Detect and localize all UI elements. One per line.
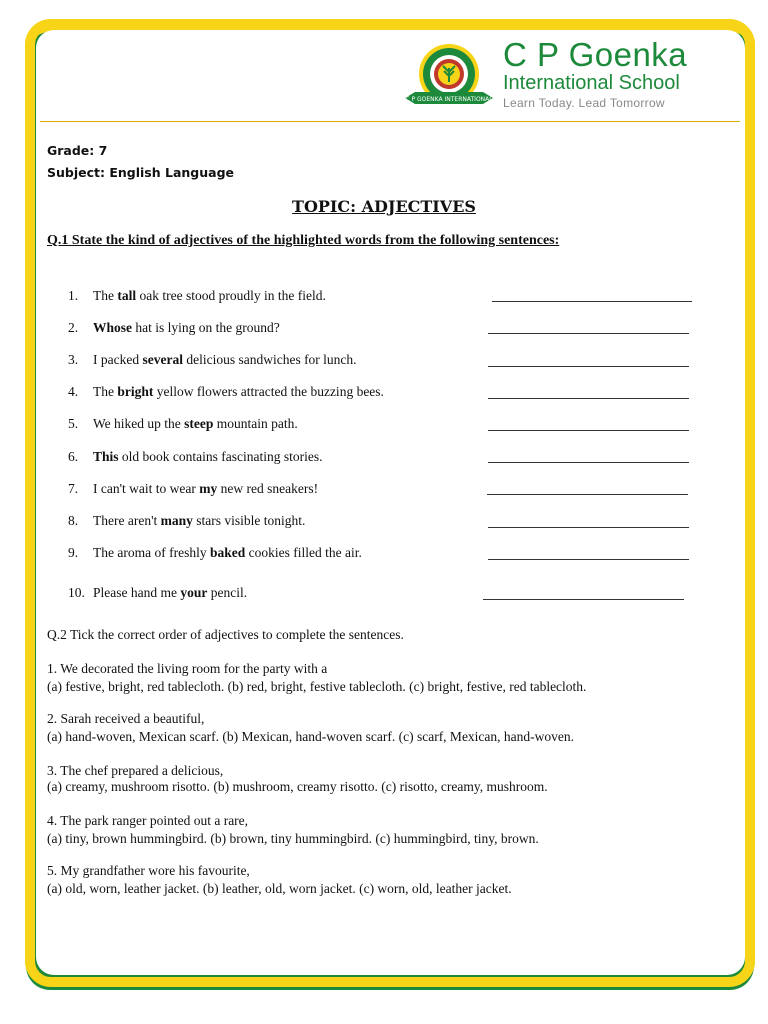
q1-item-9: 9. The aroma of freshly baked cookies filled the air.	[68, 545, 362, 560]
subject-label: Subject: English Language	[47, 165, 234, 180]
q2-item-5-prompt: 5. My grandfather wore his favourite,	[47, 863, 250, 878]
q1-item-8: 8. There aren't many stars visible tonight.	[68, 513, 306, 528]
header-divider	[40, 121, 740, 122]
q2-item-4-options[interactable]: (a) tiny, brown hummingbird. (b) brown, tiny hummingbird. (c) hummingbird, tiny, brown.	[47, 831, 539, 846]
q2-item-3-options[interactable]: (a) creamy, mushroom risotto. (b) mushroom, creamy risotto. (c) risotto, creamy, mushroom.	[47, 779, 548, 794]
q1-item-1: 1. The tall oak tree stood proudly in the field.	[68, 288, 326, 303]
q1-item-5: 5. We hiked up the steep mountain path.	[68, 416, 298, 431]
q1-answer-blank-10[interactable]	[483, 599, 684, 600]
q2-item-1-prompt: 1. We decorated the living room for the party with a	[47, 661, 328, 676]
topic-heading: TOPIC: ADJECTIVES	[292, 197, 476, 216]
q1-item-4: 4. The bright yellow flowers attracted the buzzing bees.	[68, 384, 384, 399]
grade-label: Grade: 7	[47, 143, 108, 158]
question-1-title: Q.1 State the kind of adjectives of the highlighted words from the following sentences:	[47, 233, 560, 248]
q1-item-7: 7. I can't wait to wear my new red sneakers!	[68, 481, 319, 496]
q1-answer-blank-3[interactable]	[488, 366, 689, 367]
q1-answer-blank-1[interactable]	[492, 301, 692, 302]
q2-item-1-options[interactable]: (a) festive, bright, red tablecloth. (b) red, bright, festive tablecloth. (c) bright, festive, red tablecloth.	[47, 679, 587, 694]
school-emblem-icon	[403, 42, 495, 112]
school-tagline: Learn Today. Lead Tomorrow	[503, 96, 665, 110]
q1-item-2: 2. Whose hat is lying on the ground?	[68, 320, 280, 335]
emblem-banner-text: C P GOENKA INTERNATIONAL	[405, 96, 493, 103]
q2-item-2-prompt: 2. Sarah received a beautiful,	[47, 711, 205, 726]
q1-item-3: 3. I packed several delicious sandwiches for lunch.	[68, 352, 357, 367]
q2-item-3-prompt: 3. The chef prepared a delicious,	[47, 763, 224, 778]
q2-item-5-options[interactable]: (a) old, worn, leather jacket. (b) leather, old, worn jacket. (c) worn, old, leather jacket.	[47, 881, 512, 896]
q1-answer-blank-9[interactable]	[488, 559, 689, 560]
q1-answer-blank-5[interactable]	[488, 430, 689, 431]
q1-item-6: 6. This old book contains fascinating stories.	[68, 449, 323, 464]
q1-answer-blank-2[interactable]	[488, 333, 689, 334]
school-subtitle: International School	[503, 72, 680, 94]
q1-answer-blank-6[interactable]	[488, 462, 689, 463]
q1-answer-blank-7[interactable]	[487, 494, 688, 495]
q1-answer-blank-8[interactable]	[488, 527, 689, 528]
q2-item-4-prompt: 4. The park ranger pointed out a rare,	[47, 813, 249, 828]
q2-item-2-options[interactable]: (a) hand-woven, Mexican scarf. (b) Mexican, hand-woven scarf. (c) scarf, Mexican, hand-woven.	[47, 729, 575, 744]
school-name: C P Goenka	[503, 36, 688, 73]
q1-item-10: 10. Please hand me your pencil.	[68, 585, 248, 600]
q1-answer-blank-4[interactable]	[488, 398, 689, 399]
question-2-title: Q.2 Tick the correct order of adjectives to complete the sentences.	[47, 627, 404, 642]
